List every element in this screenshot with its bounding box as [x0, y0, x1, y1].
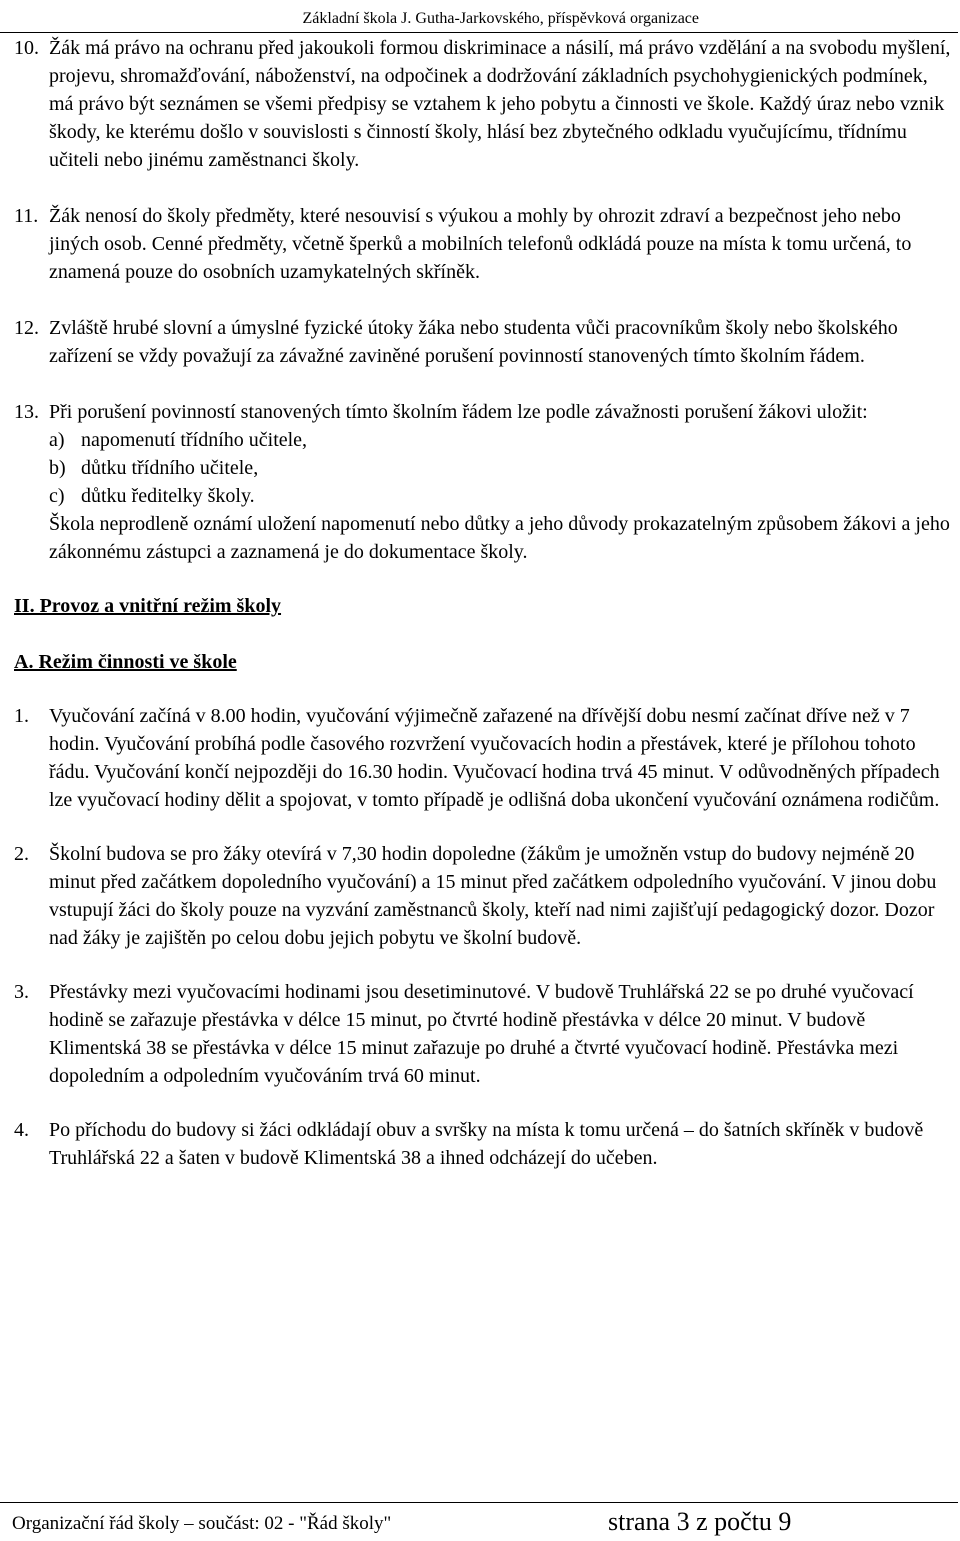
rule-13	[14, 398, 954, 566]
rule-text: Zvláště hrubé slovní a úmyslné fyzické útoky žáka nebo studenta vůči pracovníkům školy nebo školského zařízení se vždy považují za závažné zaviněné porušení povinností stanovených tímto školním řádem.	[49, 317, 898, 367]
regime-item-3	[14, 978, 954, 1090]
section-heading: II. Provoz a vnitřní režim školy	[14, 595, 282, 617]
regime-text: Vyučování začíná v 8.00 hodin, vyučování výjimečně zařazené na dřívější dobu nesmí začínat dříve než v 7 hodin. Vyučování probíhá podle časového rozvržení vyučovacích hodin a přestávek, které je přílohou tohoto řádu. Vyučování končí nejpozději do 16.30 hodin. Vyučovací hodina trvá 45 minut. V odůvodněných případech lze vyučovací hodiny dělit a spojovat, v tomto případě je odlišná doba ukončení vyučování oznámena rodičům.	[49, 705, 940, 811]
rule-number: 11.	[14, 205, 39, 227]
regime-item-1	[14, 702, 954, 814]
regime-text: Po příchodu do budovy si žáci odkládají obuv a svršky na místa k tomu určená – do šatních skříněk v budově Truhlářská 22 a šaten v budově Klimentská 38 a ihned odcházejí do učeben.	[49, 1119, 924, 1169]
regime-number: 1.	[14, 705, 29, 727]
footer-document-name: Organizační řád školy – součást: 02 - "Řád školy"	[12, 1513, 392, 1534]
option-label: b)	[49, 457, 66, 479]
option-text: důtku třídního učitele,	[81, 457, 259, 479]
rule-10	[14, 34, 954, 174]
rule-closing: Škola neprodleně oznámí uložení napomenutí nebo důtky a jeho důvody prokazatelným způsobem žákovi a jeho zákonnému zástupci a zaznamená je do dokumentace školy.	[49, 513, 950, 563]
rule-text: Žák má právo na ochranu před jakoukoli formou diskriminace a násilí, má právo vzdělání a na svobodu myšlení, projevu, shromažďování, náboženství, na odpočinek a dodržování základních psychohygienických podmínek, má právo být seznámen se všemi předpisy se vztahem k jeho pobytu a činnosti ve škole. Každý úraz nebo vznik škody, ke kterému došlo v souvislosti s činností školy, hlásí bez zbytečného odkladu vyučujícímu, třídnímu učiteli nebo jinému zaměstnanci školy.	[49, 37, 951, 171]
penalty-option	[49, 426, 954, 454]
footer-page-number: strana 3 z počtu 9	[608, 1507, 792, 1536]
rule-number: 10.	[14, 37, 39, 59]
rule-number: 13.	[14, 401, 39, 423]
regime-number: 4.	[14, 1119, 29, 1141]
option-text: napomenutí třídního učitele,	[81, 429, 308, 451]
option-label: c)	[49, 485, 65, 507]
rule-text: Žák nenosí do školy předměty, které nesouvisí s výukou a mohly by ohrozit zdraví a bezpečnost jeho nebo jiných osob. Cenné předměty, včetně šperků a mobilních telefonů odkládá pouze na místa k tomu určená, to znamená pouze do osobních uzamykatelných skříněk.	[49, 205, 912, 283]
option-text: důtku ředitelky školy.	[81, 485, 255, 507]
rule-12	[14, 314, 954, 370]
rule-11	[14, 202, 954, 286]
rule-intro: Při porušení povinností stanovených tímto školním řádem lze podle závažnosti porušení žákovi uložit:	[49, 401, 868, 423]
subsection-heading: A. Režim činnosti ve škole	[14, 651, 237, 673]
penalty-option	[49, 482, 954, 510]
regime-number: 2.	[14, 843, 29, 865]
document-body	[14, 34, 954, 1172]
regime-item-4	[14, 1116, 954, 1172]
regime-text: Školní budova se pro žáky otevírá v 7,30 hodin dopoledne (žákům je umožněn vstup do budovy nejméně 20 minut před začátkem dopoledního vyučování) a 15 minut před začátkem odpoledního vyučování. V jinou dobu vstupují žáci do školy pouze na vyzvání zaměstnanců školy, kteří nad nimi zajišťují pedagogický dozor. Dozor nad žáky je zajištěn po celou dobu jejich pobytu ve školní budově.	[49, 843, 937, 949]
option-label: a)	[49, 429, 65, 451]
penalty-option	[49, 454, 954, 482]
regime-text: Přestávky mezi vyučovacími hodinami jsou desetiminutové. V budově Truhlářská 22 se po druhé vyučovací hodině se zařazuje přestávka v délce 15 minut, po čtvrté hodině přestávka v délce 20 minut. V budově Klimentská 38 se přestávka v délce 15 minut zařazuje po druhé a čtvrté vyučovací hodině. Přestávka mezi dopoledním a odpoledním vyučováním trvá 60 minut.	[49, 981, 914, 1087]
regime-number: 3.	[14, 981, 29, 1003]
footer-divider	[0, 1502, 958, 1503]
rule-number: 12.	[14, 317, 39, 339]
header-title: Základní škola J. Gutha-Jarkovského, příspěvková organizace	[302, 10, 699, 27]
page-header	[0, 4, 958, 33]
regime-item-2	[14, 840, 954, 952]
